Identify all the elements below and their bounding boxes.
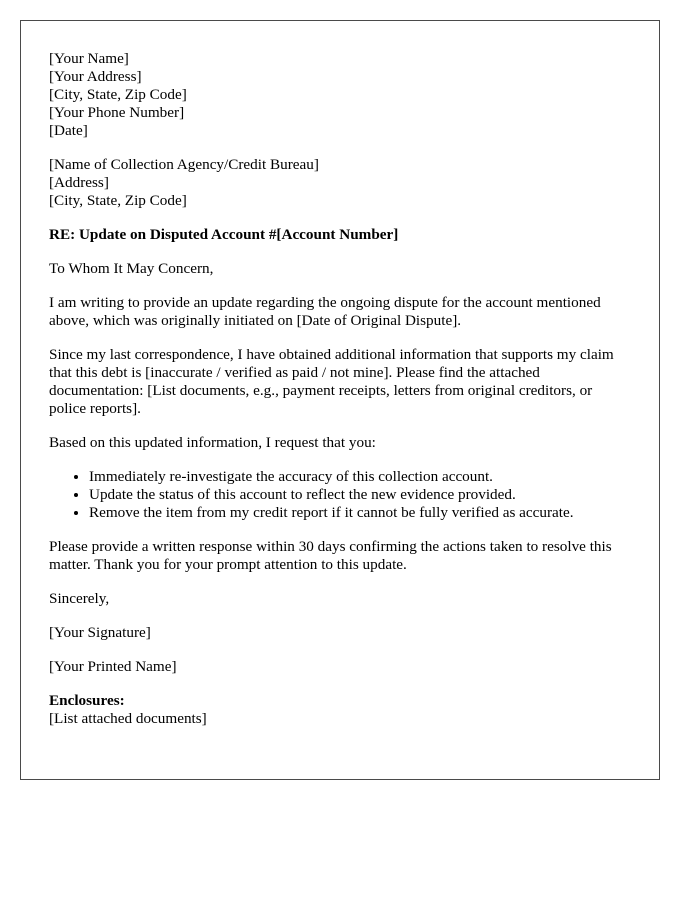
signature: [Your Signature]: [49, 624, 151, 641]
list-item: • Immediately re-investigate the accuracy of this collection account.: [89, 468, 631, 486]
recipient-city-state-zip: [City, State, Zip Code]: [49, 192, 187, 209]
sender-city-state-zip: [City, State, Zip Code]: [49, 86, 187, 103]
list-item: • Remove the item from my credit report if it cannot be fully verified as accurate.: [89, 504, 631, 522]
subject-line: RE: Update on Disputed Account #[Account Number]: [49, 226, 399, 243]
closing-paragraph: Please provide a written response within 30 days confirming the actions taken to resolve this matter. Thank you for your prompt attention to this update.: [49, 538, 612, 573]
enclosures-block: [49, 692, 631, 728]
body-paragraph-1: I am writing to provide an update regarding the ongoing dispute for the account mentioned above, which was originally initiated on [Date of Original Dispute].: [49, 294, 601, 329]
salutation: To Whom It May Concern,: [49, 260, 214, 277]
recipient-block: [49, 156, 631, 210]
closing: Sincerely,: [49, 590, 110, 607]
list-item: • Update the status of this account to reflect the new evidence provided.: [89, 486, 631, 504]
sender-address: [Your Address]: [49, 68, 142, 85]
sender-name: [Your Name]: [49, 50, 129, 67]
body-paragraph-2: Since my last correspondence, I have obtained additional information that supports my claim that this debt is [inaccurate / verified as paid / not mine]. Please find the attached documentation: [List documents, e.g., payment receipts, letters from original creditors, or police reports].: [49, 346, 614, 417]
enclosures-value: [List attached documents]: [49, 710, 207, 727]
sender-phone: [Your Phone Number]: [49, 104, 185, 121]
body-paragraph-3: Based on this updated information, I request that you:: [49, 434, 376, 451]
recipient-name: [Name of Collection Agency/Credit Bureau]: [49, 156, 319, 173]
letter-date: [Date]: [49, 122, 88, 139]
sender-block: [49, 50, 631, 140]
recipient-address: [Address]: [49, 174, 109, 191]
request-list: [49, 468, 631, 522]
enclosures-label: Enclosures:: [49, 692, 125, 709]
printed-name: [Your Printed Name]: [49, 658, 177, 675]
letter-page: [20, 20, 660, 780]
